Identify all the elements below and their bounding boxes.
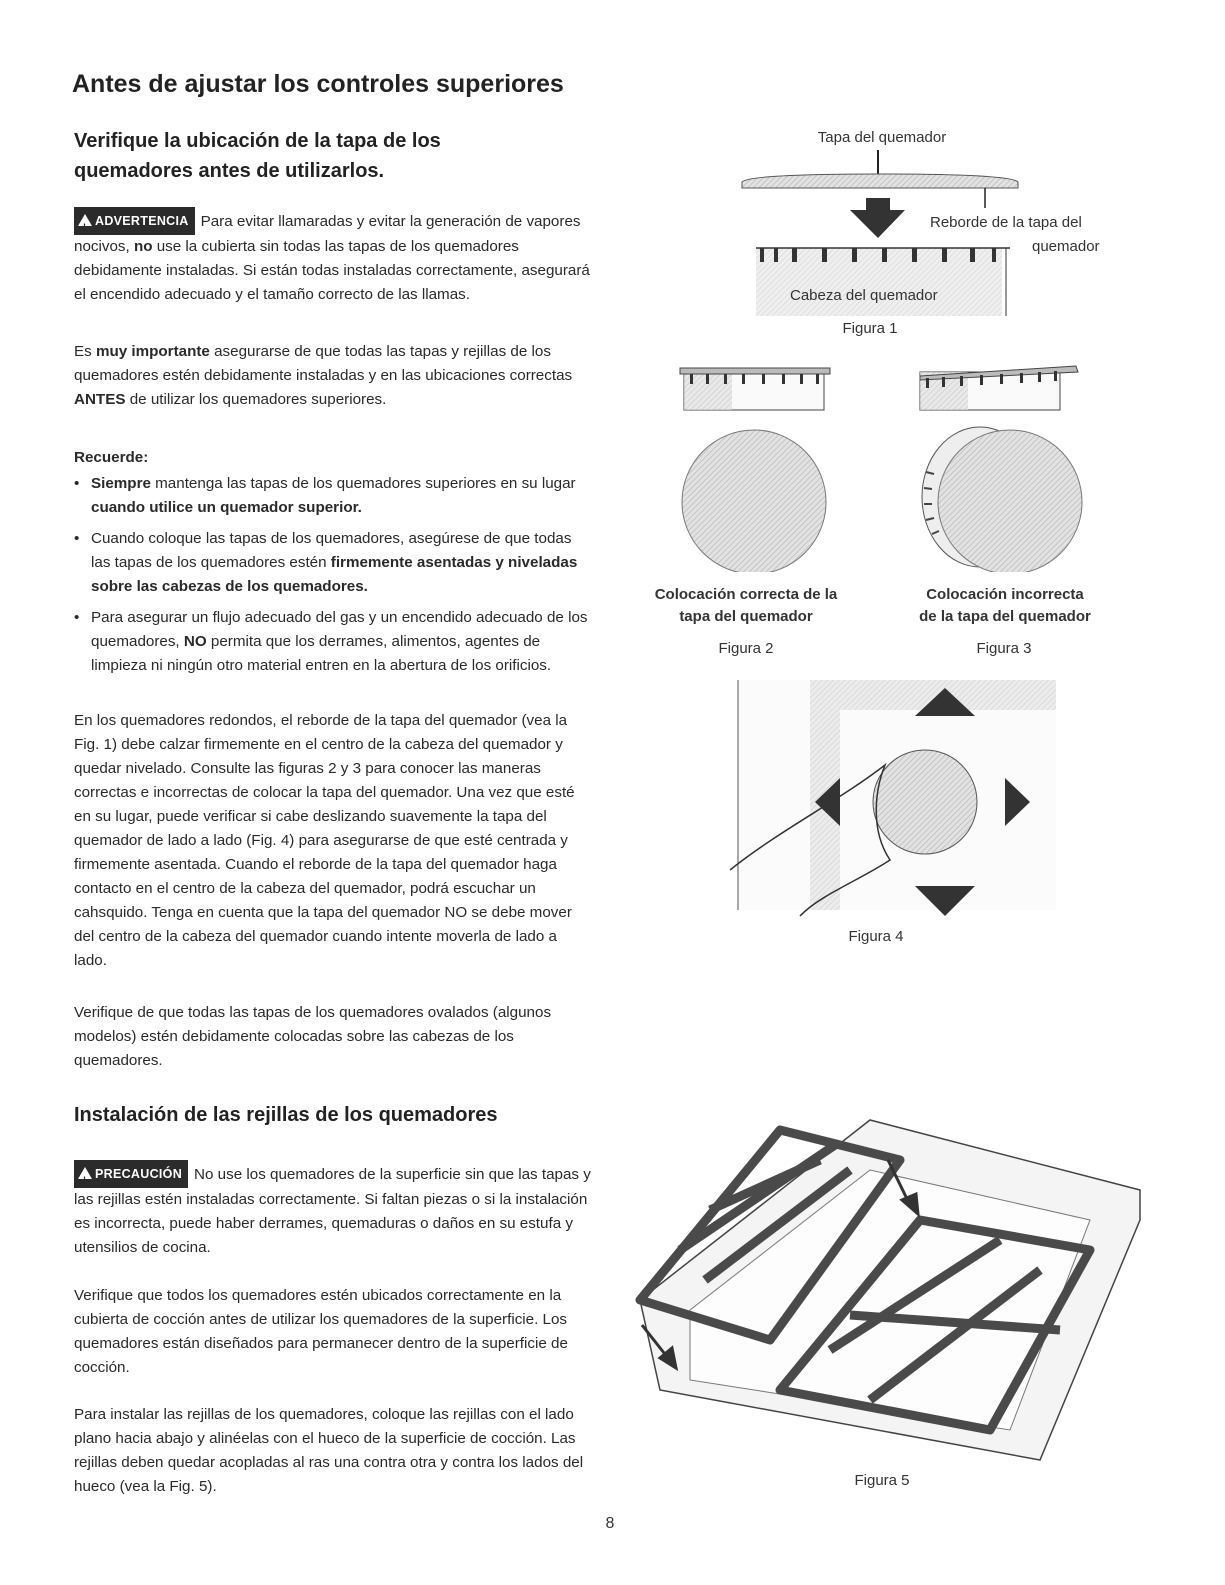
fig1-cap-label: Tapa del quemador [817, 129, 947, 146]
caution-paragraph: !PRECAUCIÓN No use los quemadores de la superficie sin que las tapas y las rejillas estén instaladas correctamente. Si faltan piezas o si la instalación es incorrecta, puede haber derrames, quemaduras o daños en su estufa y utensilios de cocina. [74, 1160, 594, 1260]
grate-check-paragraph: Verifique que todos los quemadores estén ubicados correctamente en la cubierta de cocción antes de utilizar los quemadores de la superficie. Los quemadores están diseñados para permanecer dentro de la superficie de cocción. [74, 1287, 568, 1376]
figure-3-title: Colocación incorrecta de la tapa del quemador [919, 586, 1091, 625]
figure-4-illustration [720, 680, 1060, 920]
section2-heading: Instalación de las rejillas de los quemadores [74, 1104, 498, 1126]
list-item: • Para asegurar un flujo adecuado del gas y un encendido adecuado de los quemadores, NO permita que los derrames, alimentos, agentes de limpieza ni ningún otro material entren en la abertura de los orificios. [74, 606, 594, 678]
warning-badge: !ADVERTENCIA [74, 207, 195, 235]
figure-3-illustration [910, 362, 1090, 572]
warning-icon [78, 214, 92, 226]
figure-5-illustration [620, 1100, 1150, 1470]
figure-1-caption: Figura 1 [842, 320, 898, 337]
caution-badge: !PRECAUCIÓN [74, 1160, 188, 1188]
remember-label: Recuerde: [74, 449, 149, 466]
figure-2-title: Colocación correcta de la tapa del quemador [654, 586, 838, 625]
page-title: Antes de ajustar los controles superiores [72, 70, 564, 98]
oval-burner-paragraph: Verifique de que todas las tapas de los quemadores ovalados (algunos modelos) estén debidamente colocadas sobre las cabezas de los quemadores. [74, 1004, 552, 1069]
figure-2-caption: Figura 2 [718, 640, 774, 657]
figure-5-caption: Figura 5 [854, 1472, 910, 1489]
section1-heading-line1: Verifique la ubicación de la tapa de los [74, 130, 441, 152]
remember-list [74, 472, 594, 685]
list-item: • Siempre mantenga las tapas de los quemadores superiores en su lugar cuando utilice un quemador superior. [74, 472, 594, 520]
figure-4-caption: Figura 4 [848, 928, 904, 945]
warning-paragraph: !ADVERTENCIA Para evitar llamaradas y evitar la generación de vapores nocivos, no use la cubierta sin todas las tapas de los quemadores debidamente instaladas. Si están todas instaladas correctamente, asegurará el encendido adecuado y el tamaño correcto de las llamas. [74, 207, 594, 307]
round-burner-paragraph: En los quemadores redondos, el reborde de la tapa del quemador (vea la Fig. 1) debe calzar firmemente en el centro de la cabeza del quemador y quedar nivelado. Consulte las figuras 2 y 3 para conocer las maneras correctas e incorrectas de colocar la tapa del quemador. Una vez que esté en su lugar, puede verificar si cabe deslizando suavemente la tapa del quemador de lado a lado (Fig. 4) para asegurarse de que esté centrada y firmemente asentada. Cuando el reborde de la tapa del quemador haga contacto en el centro de la cabeza del quemador, podrá escuchar un cahsquido. Tenga en cuenta que la tapa del quemador NO se debe mover del centro de la cabeza del quemador cuando intente moverla de lado a lado. [74, 712, 575, 969]
grate-install-paragraph: Para instalar las rejillas de los quemadores, coloque las rejillas con el lado plano hacia abajo y alinéelas con el hueco de la superficie de cocción. Las rejillas deben quedar acopladas al ras una contra otra y contra los lados del hueco (vea la Fig. 5). [74, 1406, 584, 1495]
fig1-head-label: Cabeza del quemador [790, 287, 938, 304]
figure-1-illustration [730, 120, 1130, 320]
list-item: • Cuando coloque las tapas de los quemadores, asegúrese de que todas las tapas de los quemadores estén firmemente asentadas y niveladas sobre las cabezas de los quemadores. [74, 527, 594, 599]
fig1-rim-label2: quemador [1032, 238, 1100, 255]
caution-icon [78, 1167, 92, 1179]
figure-2-illustration [670, 362, 840, 572]
section1-heading-line2: quemadores antes de utilizarlos. [74, 160, 385, 182]
page-number: 8 [605, 1515, 615, 1532]
fig1-rim-label1: Reborde de la tapa del [930, 214, 1082, 231]
section1-heading [74, 126, 441, 186]
figure-3-caption: Figura 3 [976, 640, 1032, 657]
importance-paragraph: Es muy importante asegurarse de que todas las tapas y rejillas de los quemadores estén debidamente instaladas y en las ubicaciones correctas ANTES de utilizar los quemadores superiores. [74, 343, 573, 408]
